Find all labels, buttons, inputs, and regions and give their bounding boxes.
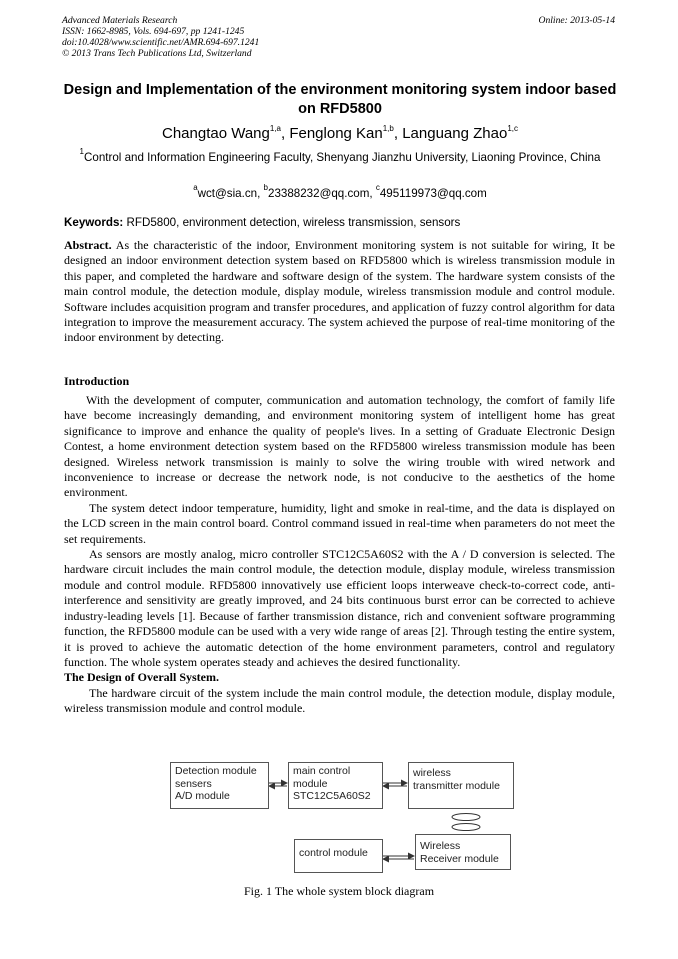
box-line: A/D module: [175, 790, 230, 802]
abstract-label: Abstract.: [64, 238, 112, 252]
paragraph: The system detect indoor temperature, humidity, light and smoke in real-time, and the data is displayed on the LCD screen in the main control board. Control command issued in real-time when parameters do not meet the set requirements.: [64, 500, 615, 546]
email-sup: a: [193, 183, 198, 192]
journal-copyright: © 2013 Trans Tech Publications Ltd, Switzerland: [62, 48, 252, 59]
author-name: Fenglong Kan: [289, 125, 383, 142]
journal-header: [62, 15, 259, 59]
main-control-box: [288, 762, 383, 809]
box-line: control module: [299, 847, 368, 859]
author-name: Changtao Wang: [162, 125, 270, 142]
affiliation-text: Control and Information Engineering Faculty, Shenyang Jianzhu University, Liaoning Province, China: [84, 151, 601, 164]
figure-caption: Fig. 1 The whole system block diagram: [243, 884, 435, 898]
box-line: Receiver module: [420, 852, 499, 865]
author-sup: 1,b: [382, 124, 394, 133]
journal-name: Advanced Materials Research: [62, 15, 178, 26]
box-line: Wireless: [420, 840, 461, 852]
paper-title: Design and Implementation of the environment monitoring system indoor based on RFD5800: [63, 82, 617, 117]
box-line: sensers: [175, 777, 212, 790]
email-address[interactable]: 495119973@qq.com: [379, 187, 487, 200]
author-sep: ,: [393, 125, 403, 142]
keywords: [64, 215, 624, 230]
control-module-box: [294, 839, 383, 873]
email-sup: b: [263, 183, 268, 192]
section-heading-introduction: Introduction: [64, 374, 130, 388]
author-name: Languang Zhao: [402, 125, 508, 142]
keywords-label: Keywords:: [64, 216, 124, 229]
email-address[interactable]: 23388232@qq.com: [268, 187, 370, 200]
box-line: transmitter module: [413, 779, 500, 792]
author-list: [40, 124, 640, 144]
box-line: Detection module: [175, 765, 257, 777]
author-sup: 1,c: [507, 124, 518, 133]
introduction-body: [64, 393, 615, 717]
section-heading-design: The Design of Overall System.: [64, 670, 219, 685]
journal-doi: doi:10.4028/www.scientific.net/AMR.694-697.1241: [62, 37, 260, 48]
affiliation-sup: 1: [79, 147, 84, 156]
author-sep: ,: [280, 125, 290, 142]
affiliation: [60, 147, 620, 166]
abstract: [64, 238, 615, 346]
wireless-receiver-box: [415, 834, 511, 870]
detection-module-box: [170, 762, 269, 809]
email-sep: ,: [257, 187, 264, 200]
box-line: main control: [293, 765, 351, 777]
email-sup: c: [375, 183, 380, 192]
wireless-link-icon: [452, 814, 480, 821]
box-line: STC12C5A60S2: [293, 790, 371, 802]
email-list: [60, 183, 620, 202]
paragraph: As sensors are mostly analog, micro controller STC12C5A60S2 with the A / D conversion is selected. The hardware circuit includes the main control module, the detection module, display module, wireless transmission module and control module. RFD5800 innovatively use efficient loops interweave check-to-correct code, anti-interference and sensitivity are greatly improved, and 24 bits continuous burst error can be corrected to achieve industry-leading levels [1]. Because of farther transmission distance, rich and convenient software programming function, the RFD5800 module can be used with a very wide range of areas [2]. Through testing the entire system, it is proved to achieve the automatic detection of the home environment parameters, control and regulatory function. The whole system operates steady and achieves the desired functionality.: [64, 547, 615, 669]
abstract-text: As the characteristic of the indoor, Environment monitoring system is not suitable for wiring, It be designed an indoor environment detection system based on RFD5800 which is wireless transmission module in this paper, and completed the hardware and software design of the system. The hardware system consists of the main control module, the detection module, display module, wireless transmission module and control module. Software includes acquisition program and transfer procedures, and application of fuzzy control algorithm for data integration to improve the measurement accuracy. The system achieved the purpose of real-time monitoring of the indoor environment by detecting.: [64, 238, 615, 345]
journal-issn: ISSN: 1662-8985, Vols. 694-697, pp 1241-1245: [62, 26, 245, 37]
box-line: wireless: [413, 767, 451, 779]
keywords-text: RFD5800, environment detection, wireless transmission, sensors: [126, 216, 461, 229]
email-sep: ,: [369, 187, 376, 200]
author-sup: 1,a: [269, 124, 281, 133]
paragraph: With the development of computer, communication and automation technology, the comfort of family life have become increasingly demanding, and environment monitoring system of intelligent home has great significance to improve and enhance the quality of people's lives. In a setting of Graduate Electronic Design Contest, a home environment detection system based on the RFD5800 wireless transmission module has been designed. Wireless network transmission is mainly to solve the wiring trouble with wired network and inconvenience to increase or decrease the network node, is not conducive to the aesthetics of the home environment.: [64, 393, 615, 500]
box-line: module: [293, 777, 328, 790]
paragraph: The hardware circuit of the system include the main control module, the detection module, display module, wireless transmission module and control module.: [64, 685, 615, 716]
online-date: Online: 2013-05-14: [538, 15, 615, 26]
email-address[interactable]: wct@sia.cn: [197, 187, 258, 200]
wireless-transmitter-box: [408, 762, 514, 809]
